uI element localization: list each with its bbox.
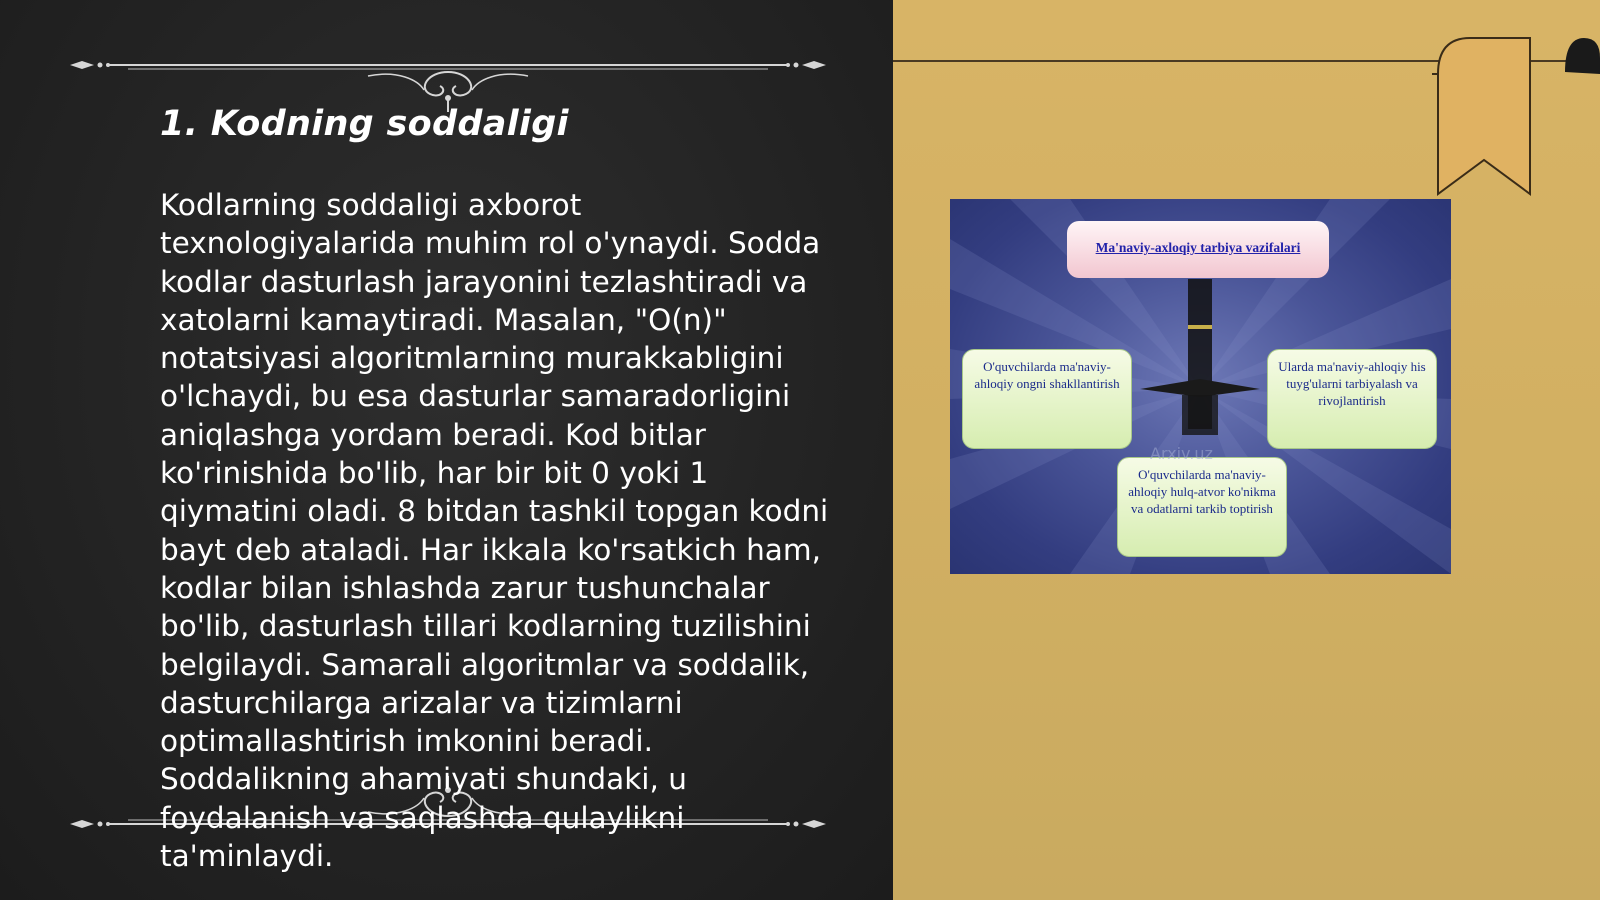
diagram-box-top: Ma'naviy-axloqiy tarbiya vazifalari <box>1067 221 1329 278</box>
slide-body-text: Kodlarning soddaligi axborot texnologiyalarida muhim rol o'ynaydi. Sodda kodlar dasturlash jarayonini tezlashtiradi va xatolarni kamaytiradi. Masalan, "O(n)" notatsiyasi algoritmlarning murakkabligini o'lchaydi, bu esa dasturlar samaradorligini aniqlashga yordam beradi. Kod bitlar ko'rinishida bo'lib, har bir bit 0 yoki 1 qiymatini oladi. 8 bitdan tashkil topgan kodni bayt deb ataladi. Har ikkala ko'rsatkich ham, kodlar bilan ishlashda zarur tushunchalar bo'lib, dasturlash tillari kodlarning tuzilishini belgilaydi. Samarali algoritmlar va soddalik, dasturchilarga arizalar va tizimlarni optimallashtirish imkonini beradi. Soddalikning ahamiyati shundaki, u foydalanish va saqlashda qulaylikni ta'minlaydi. <box>160 188 829 874</box>
diagram-box-left: O'quvchilarda ma'naviy-ahloqiy ongni shakllantirish <box>962 349 1132 449</box>
diagram-image <box>950 199 1451 574</box>
diagram-box-bottom: O'quvchilarda ma'naviy-ahloqiy hulq-atvor ko'nikma va odatlarni tarkib toptirish <box>1117 457 1287 557</box>
bookmark-ribbon-icon <box>1430 34 1600 204</box>
diagram-box-right: Ularda ma'naviy-ahloqiy his tuyg'ularni tarbiyalash va rivojlantirish <box>1267 349 1437 449</box>
diagram-watermark: Arxiv.uz <box>1150 444 1213 463</box>
slide-title: 1. Kodning soddaligi <box>160 104 569 144</box>
